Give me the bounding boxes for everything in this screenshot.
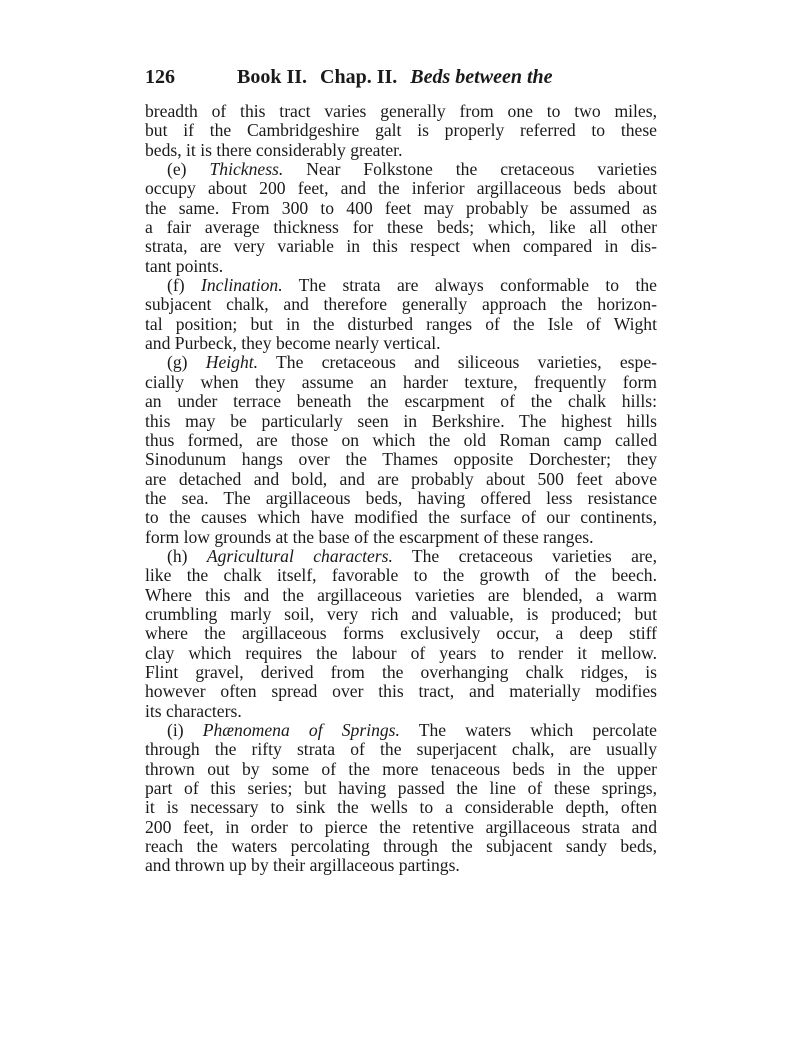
text-line bbox=[145, 586, 657, 605]
line-text: where the argillaceous forms exclusively occur, a deep stiff bbox=[145, 623, 657, 644]
text-line bbox=[145, 856, 657, 875]
line-text: Flint gravel, derived from the overhanging chalk ridges, is bbox=[145, 661, 657, 682]
text-line bbox=[145, 566, 657, 585]
running-head-book: Book II. bbox=[237, 66, 308, 88]
line-text: cially when they assume an harder texture, frequently form bbox=[145, 371, 657, 392]
text-line bbox=[145, 702, 657, 721]
text-line bbox=[145, 141, 657, 160]
section-marker: (i) bbox=[167, 720, 203, 740]
line-text: The strata are always conformable to the bbox=[282, 275, 657, 296]
line-text: it is necessary to sink the wells to a considerable depth, often bbox=[145, 797, 657, 818]
line-text: The cretaceous and siliceous varieties, espe- bbox=[258, 352, 657, 373]
line-text: crumbling marly soil, very rich and valuable, is produced; but bbox=[145, 603, 657, 624]
line-text: Near Folkstone the cretaceous varieties bbox=[283, 159, 657, 180]
text-line bbox=[145, 818, 657, 837]
line-text: subjacent chalk, and therefore generally approach the horizon- bbox=[145, 294, 657, 315]
line-text: strata, are very variable in this respect when compared in dis- bbox=[145, 236, 657, 257]
line-text: 200 feet, in order to pierce the retentive argillaceous strata and bbox=[145, 816, 657, 837]
text-line bbox=[145, 334, 657, 353]
text-line bbox=[145, 237, 657, 256]
body-text bbox=[145, 102, 657, 876]
running-head-subject: Beds between the bbox=[410, 66, 553, 88]
section-marker: (h) bbox=[167, 545, 207, 566]
text-line bbox=[145, 798, 657, 817]
line-text: this may be particularly seen in Berkshire. The highest hills bbox=[145, 410, 657, 431]
section-heading: Height. bbox=[205, 352, 259, 373]
line-text: like the chalk itself, favorable to the growth of the beech. bbox=[145, 565, 657, 586]
line-text: The cretaceous varieties are, bbox=[392, 545, 657, 566]
line-text: are detached and bold, and are probably about 500 feet above bbox=[145, 468, 657, 489]
line-text: The waters which percolate bbox=[399, 720, 657, 740]
running-head bbox=[237, 66, 553, 89]
running-head-chapter: Chap. II. bbox=[320, 66, 398, 88]
text-line bbox=[145, 644, 657, 663]
line-text: an under terrace beneath the escarpment of the chalk hills: bbox=[145, 391, 657, 412]
section-heading-line bbox=[145, 276, 657, 295]
text-line bbox=[145, 837, 657, 856]
line-text: through the rifty strata of the superjacent chalk, are usually bbox=[145, 739, 657, 760]
section-heading: Inclination. bbox=[200, 275, 283, 296]
section-marker: (f) bbox=[167, 275, 201, 296]
text-line bbox=[145, 121, 657, 140]
section-heading-line bbox=[145, 160, 657, 179]
line-text: thrown out by some of the more tenaceous beds in the upper bbox=[145, 758, 657, 779]
line-text: and thrown up by their argillaceous partings. bbox=[145, 855, 460, 876]
line-text: reach the waters percolating through the subjacent sandy beds, bbox=[145, 836, 657, 857]
line-text: breadth of this tract varies generally from one to two miles, bbox=[145, 101, 657, 121]
section-marker: (e) bbox=[167, 159, 210, 180]
text-line bbox=[145, 779, 657, 798]
text-line bbox=[145, 315, 657, 334]
line-text: to the causes which have modified the surface of our continents, bbox=[145, 507, 657, 528]
line-text: form low grounds at the base of the escarpment of these ranges. bbox=[145, 526, 594, 547]
text-line bbox=[145, 199, 657, 218]
text-line bbox=[145, 605, 657, 624]
text-line bbox=[145, 624, 657, 643]
text-line bbox=[145, 257, 657, 276]
text-line bbox=[145, 392, 657, 411]
line-text: clay which requires the labour of years to render it mellow. bbox=[145, 642, 657, 663]
text-line bbox=[145, 682, 657, 701]
text-line bbox=[145, 508, 657, 527]
text-line bbox=[145, 489, 657, 508]
line-text: thus formed, are those on which the old Roman camp called bbox=[145, 429, 657, 450]
section-heading-line bbox=[145, 721, 657, 740]
line-text: tant points. bbox=[145, 255, 224, 276]
line-text: and Purbeck, they become nearly vertical. bbox=[145, 333, 441, 354]
text-line bbox=[145, 740, 657, 759]
line-text: however often spread over this tract, and materially modifies bbox=[145, 681, 657, 702]
line-text: a fair average thickness for these beds; which, like all other bbox=[145, 217, 657, 238]
line-text: the same. From 300 to 400 feet may probably be assumed as bbox=[145, 197, 657, 218]
line-text: but if the Cambridgeshire galt is properly referred to these bbox=[145, 120, 657, 141]
text-line bbox=[145, 663, 657, 682]
section-heading: Thickness. bbox=[209, 159, 284, 180]
text-line bbox=[145, 373, 657, 392]
line-text: tal position; but in the disturbed ranges of the Isle of Wight bbox=[145, 313, 657, 334]
text-line bbox=[145, 412, 657, 431]
line-text: the sea. The argillaceous beds, having offered less resistance bbox=[145, 487, 657, 508]
text-line bbox=[145, 528, 657, 547]
line-text: Sinodunum hangs over the Thames opposite Dorchester; they bbox=[145, 449, 657, 470]
line-text: occupy about 200 feet, and the inferior argillaceous beds about bbox=[145, 178, 657, 199]
text-line bbox=[145, 295, 657, 314]
section-heading-line bbox=[145, 353, 657, 372]
line-text: its characters. bbox=[145, 700, 242, 721]
text-line bbox=[145, 760, 657, 779]
page-number: 126 bbox=[145, 66, 175, 88]
section-heading: Phænomena of Springs. bbox=[202, 720, 400, 740]
line-text: beds, it is there considerably greater. bbox=[145, 139, 403, 160]
text-line bbox=[145, 218, 657, 237]
line-text: part of this series; but having passed the line of these springs, bbox=[145, 778, 657, 799]
section-heading-line bbox=[145, 547, 657, 566]
text-line bbox=[145, 179, 657, 198]
text-line bbox=[145, 431, 657, 450]
section-marker: (g) bbox=[167, 352, 206, 373]
text-line bbox=[145, 102, 657, 121]
text-line bbox=[145, 450, 657, 469]
line-text: Where this and the argillaceous varieties are blended, a warm bbox=[145, 584, 657, 605]
section-heading: Agricultural characters. bbox=[206, 545, 393, 566]
page-header bbox=[145, 66, 665, 96]
text-line bbox=[145, 470, 657, 489]
